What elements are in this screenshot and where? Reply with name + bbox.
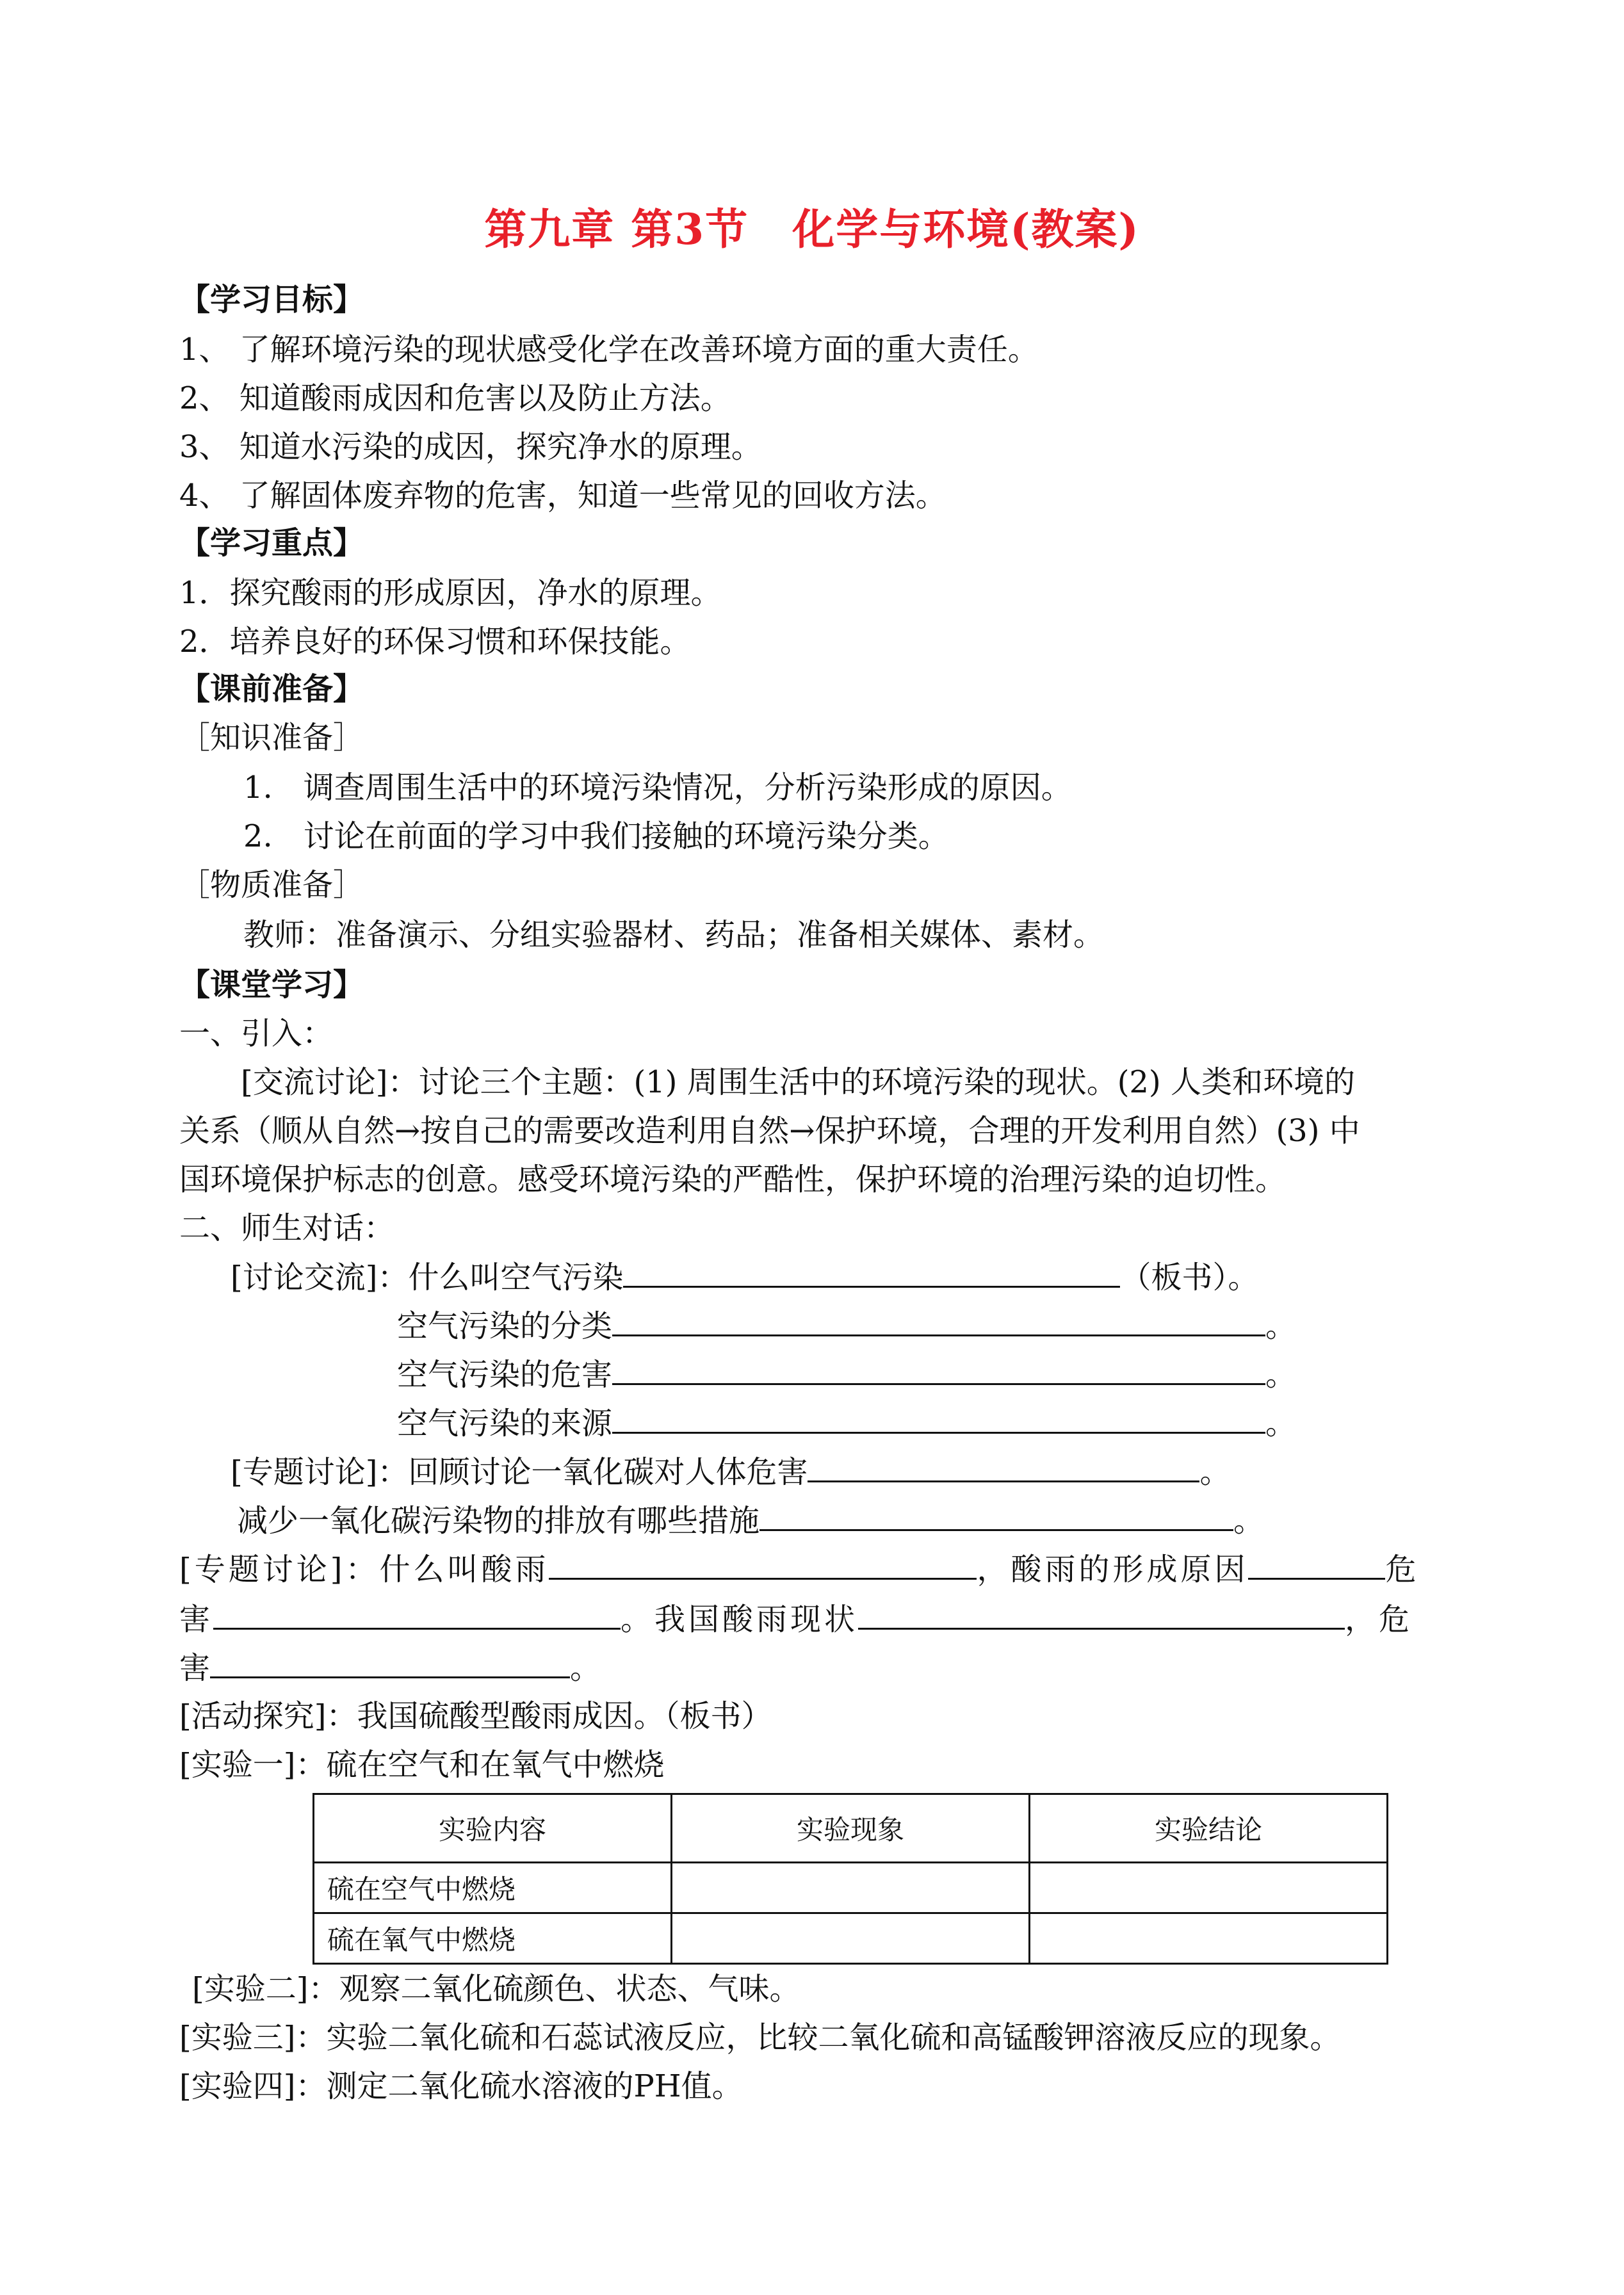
knowledge-prep-item: 2. 讨论在前面的学习中我们接触的环境污染分类。 xyxy=(243,818,949,854)
discussion-question: 空气污染的危害 xyxy=(397,1357,613,1393)
objective-item: 4、 了解固体废弃物的危害，知道一些常见的回收方法。 xyxy=(179,478,946,514)
table-cell-blank[interactable] xyxy=(1030,1913,1388,1964)
discussion-suffix: （板书）。 xyxy=(1120,1260,1259,1295)
period: 。 xyxy=(1265,1406,1297,1441)
table-cell-blank[interactable] xyxy=(1030,1863,1388,1913)
acid-rain-text: 危 xyxy=(1385,1552,1420,1587)
acid-rain-text: 害 xyxy=(179,1650,211,1686)
period: 。 xyxy=(1265,1357,1297,1393)
experiment-4: [实验四]：测定二氧化硫水溶液的PH值。 xyxy=(179,2068,743,2104)
experiment-1: [实验一]：硫在空气和在氧气中燃烧 xyxy=(179,1747,665,1783)
classroom-heading: 【课堂学习】 xyxy=(179,967,364,1003)
dialogue-label: 二、师生对话： xyxy=(179,1210,395,1246)
table-header-cell: 实验现象 xyxy=(672,1794,1030,1863)
experiment-2: [实验二]：观察二氧化硫颜色、状态、气味。 xyxy=(192,1971,800,2007)
intro-line: 国环境保护标志的创意。感受环境污染的严酷性，保护环境的治理污染的迫切性。 xyxy=(179,1162,1287,1197)
prep-heading: 【课前准备】 xyxy=(179,671,364,707)
table-cell-blank[interactable] xyxy=(672,1913,1030,1964)
discussion-line xyxy=(237,1501,1264,1540)
acid-rain-text: 害 xyxy=(179,1602,214,1637)
table-cell: 硫在氧气中燃烧 xyxy=(314,1913,672,1964)
discussion-question: 减少一氧化碳污染物的排放有哪些措施 xyxy=(237,1503,760,1539)
discussion-question: 空气污染的分类 xyxy=(397,1308,613,1344)
discussion-line xyxy=(397,1355,1296,1394)
table-cell-blank[interactable] xyxy=(672,1863,1030,1913)
answer-blank[interactable] xyxy=(808,1452,1199,1482)
experiment-3: [实验三]：实验二氧化硫和石蕊试液反应，比较二氧化硫和高锰酸钾溶液反应的现象。 xyxy=(179,2020,1341,2056)
table-row xyxy=(314,1913,1388,1964)
objective-item: 1、 了解环境污染的现状感受化学在改善环境方面的重大责任。 xyxy=(179,332,1039,368)
answer-blank[interactable] xyxy=(1248,1550,1385,1580)
discussion-line xyxy=(397,1306,1296,1345)
answer-blank[interactable] xyxy=(612,1355,1265,1385)
answer-blank[interactable] xyxy=(210,1648,570,1678)
discussion-line xyxy=(231,1452,1230,1491)
acid-rain-line xyxy=(179,1550,1420,1589)
key-point-item: 2．培养良好的环保习惯和环保技能。 xyxy=(179,624,691,660)
discussion-line xyxy=(231,1258,1258,1297)
acid-rain-line xyxy=(179,1600,1413,1639)
acid-rain-text: 。我国酸雨现状 xyxy=(621,1602,859,1637)
acid-rain-text: 。 xyxy=(570,1650,601,1686)
answer-blank[interactable] xyxy=(549,1550,977,1580)
answer-blank[interactable] xyxy=(623,1258,1120,1288)
answer-blank[interactable] xyxy=(612,1306,1265,1336)
key-points-heading: 【学习重点】 xyxy=(179,525,364,561)
objective-item: 3、 知道水污染的成因，探究净水的原理。 xyxy=(179,429,762,465)
discussion-question: 空气污染的来源 xyxy=(397,1406,613,1441)
discussion-line xyxy=(397,1404,1296,1443)
table-header-cell: 实验内容 xyxy=(314,1794,672,1863)
knowledge-prep-label: ［知识准备］ xyxy=(179,720,364,756)
answer-blank[interactable] xyxy=(612,1404,1265,1434)
discussion-question: [讨论交流]：什么叫空气污染 xyxy=(231,1260,624,1295)
period: 。 xyxy=(1233,1503,1265,1539)
table-cell: 硫在空气中燃烧 xyxy=(314,1863,672,1913)
acid-rain-line xyxy=(179,1648,601,1687)
period: 。 xyxy=(1199,1454,1231,1490)
acid-rain-text: ，酸雨的形成原因 xyxy=(977,1552,1249,1587)
knowledge-prep-item: 1. 调查周围生活中的环境污染情况，分析污染形成的原因。 xyxy=(243,770,1072,806)
acid-rain-text: [专题讨论]：什么叫酸雨 xyxy=(179,1552,549,1587)
table-header-cell: 实验结论 xyxy=(1030,1794,1388,1863)
objective-item: 2、 知道酸雨成因和危害以及防止方法。 xyxy=(179,380,731,416)
key-point-item: 1．探究酸雨的形成原因，净水的原理。 xyxy=(179,575,722,611)
objectives-heading: 【学习目标】 xyxy=(179,282,364,318)
page-title: 第九章 第3节 化学与环境(教案) xyxy=(484,204,1140,254)
table-row xyxy=(314,1863,1388,1913)
intro-line: 关系（顺从自然→按自己的需要改造利用自然→保护环境，合理的开发利用自然）(3) 中 xyxy=(179,1113,1360,1149)
intro-label: 一、引入： xyxy=(179,1016,334,1051)
intro-line: [交流讨论]：讨论三个主题：(1) 周围生活中的环境污染的现状。(2) 人类和环境的 xyxy=(241,1064,1355,1100)
answer-blank[interactable] xyxy=(759,1501,1233,1531)
answer-blank[interactable] xyxy=(213,1600,621,1630)
discussion-question: [专题讨论]：回顾讨论一氧化碳对人体危害 xyxy=(231,1454,808,1490)
period: 。 xyxy=(1265,1308,1297,1344)
answer-blank[interactable] xyxy=(858,1600,1345,1630)
activity-line: [活动探究]：我国硫酸型酸雨成因。（板书） xyxy=(179,1698,772,1734)
material-prep-label: ［物质准备］ xyxy=(179,867,364,903)
acid-rain-text: ，危 xyxy=(1345,1602,1413,1637)
experiment-table xyxy=(313,1793,1388,1965)
material-prep-text: 教师：准备演示、分组实验器材、药品；准备相关媒体、素材。 xyxy=(243,917,1105,953)
table-header-row xyxy=(314,1794,1388,1863)
